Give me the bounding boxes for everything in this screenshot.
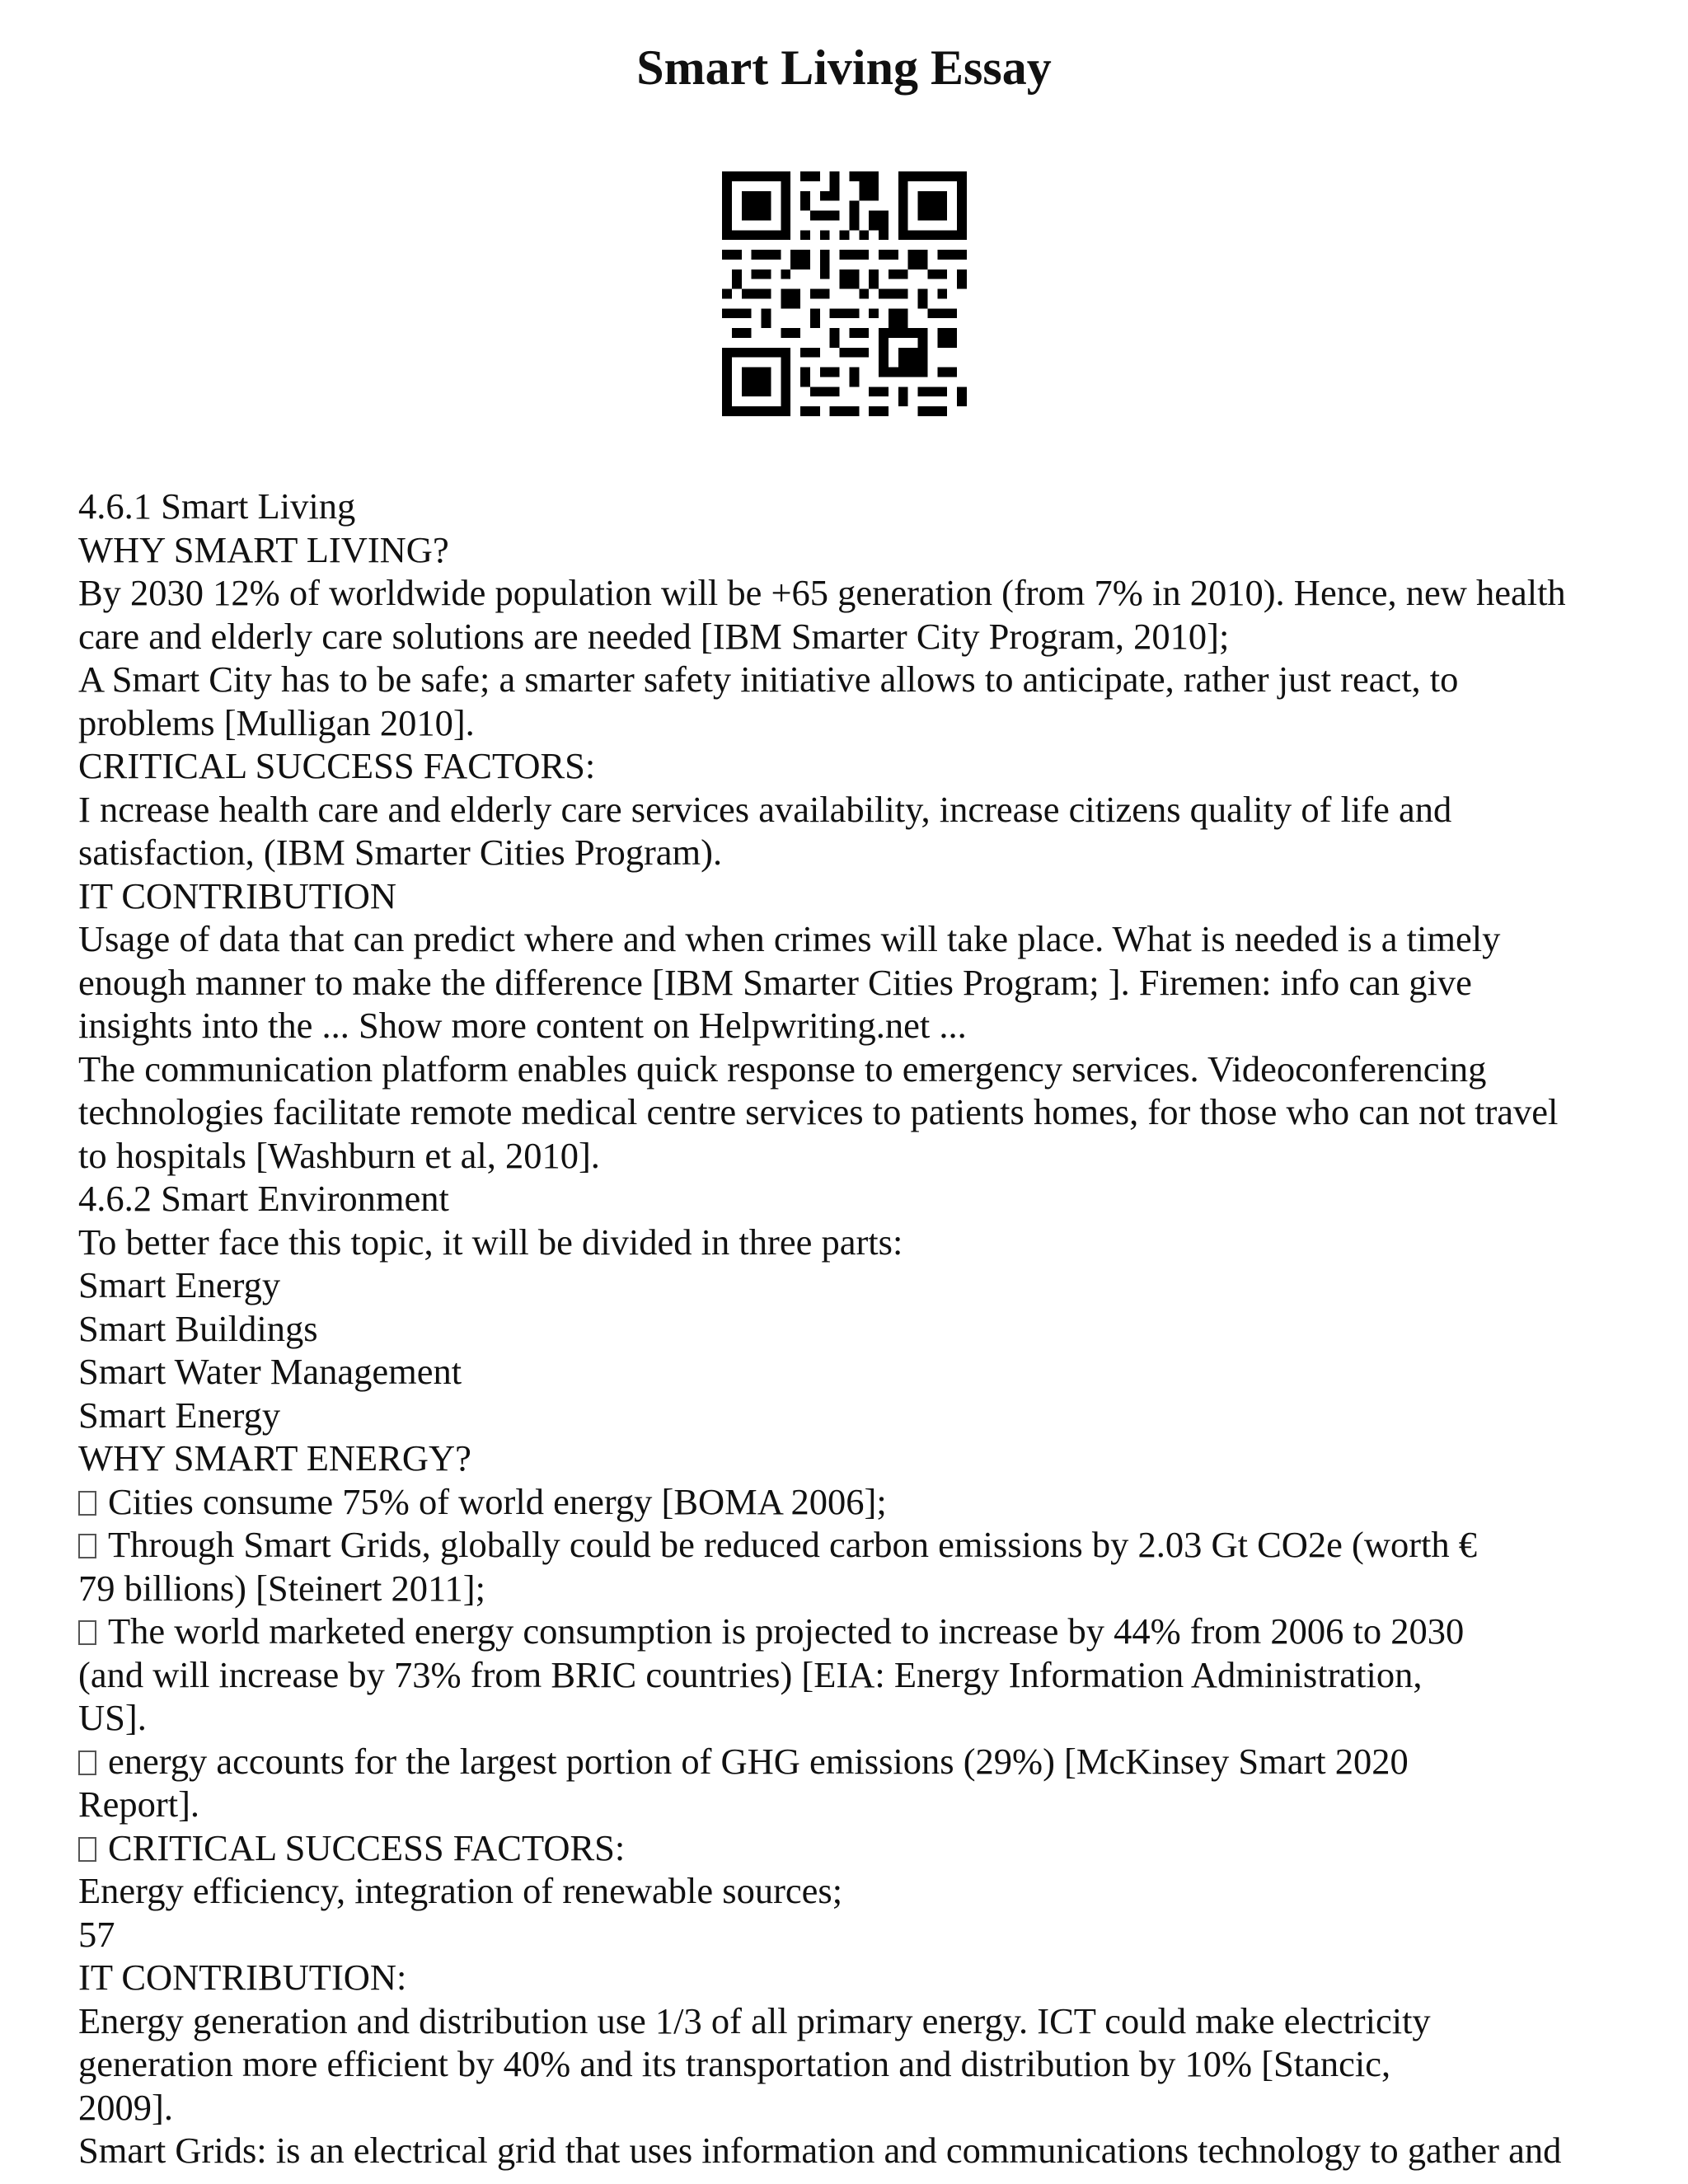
line-text: 4.6.2 Smart Environment — [78, 1178, 449, 1219]
line-text: Cities consume 75% of world energy [BOMA 2006]; — [108, 1480, 887, 1522]
text-line — [78, 1740, 1611, 1783]
line-text: US]. — [78, 1697, 147, 1738]
line-text: 79 billions) [Steinert 2011]; — [78, 1567, 485, 1609]
bullet-box-icon — [78, 1491, 96, 1516]
text-line — [78, 1090, 1611, 1134]
line-text: Smart Grids: is an electrical grid that uses information and communications technology to gather and — [78, 2130, 1562, 2171]
text-line — [78, 961, 1611, 1005]
line-text: IT CONTRIBUTION: — [78, 1957, 407, 1998]
line-text: I ncrease health care and elderly care services availability, increase citizens quality of life and — [78, 788, 1452, 830]
bullet-box-icon — [78, 1750, 96, 1775]
essay-body — [78, 485, 1611, 2172]
text-line — [78, 1177, 1611, 1221]
page-title: Smart Living Essay — [636, 40, 1052, 95]
line-text: insights into the ... Show more content on Helpwriting.net ... — [78, 1005, 967, 1046]
line-text: Smart Buildings — [78, 1307, 318, 1349]
text-line — [78, 1350, 1611, 1394]
line-text: care and elderly care solutions are needed [IBM Smarter City Program, 2010]; — [78, 615, 1230, 657]
text-line — [78, 1004, 1611, 1047]
bullet-box-icon — [78, 1620, 96, 1645]
line-text: Energy generation and distribution use 1/3 of all primary energy. ICT could make electricity — [78, 1999, 1431, 2041]
text-line — [78, 1653, 1611, 1697]
text-line — [78, 658, 1611, 701]
line-text: technologies facilitate remote medical centre services to patients homes, for those who can not travel — [78, 1091, 1559, 1132]
text-line — [78, 1394, 1611, 1437]
text-line — [78, 1047, 1611, 1091]
text-line — [78, 1307, 1611, 1351]
line-text: Smart Water Management — [78, 1351, 462, 1392]
line-text: Energy efficiency, integration of renewable sources; — [78, 1870, 843, 1911]
line-text: 4.6.1 Smart Living — [78, 485, 356, 527]
line-text: By 2030 12% of worldwide population will be +65 generation (from 7% in 2010). Hence, new health — [78, 572, 1566, 613]
line-text: 57 — [78, 1913, 115, 1955]
text-line — [78, 615, 1611, 658]
line-text: Smart Energy — [78, 1264, 281, 1305]
line-text: Through Smart Grids, globally could be reduced carbon emissions by 2.03 Gt CO2e (worth € — [108, 1524, 1478, 1565]
text-line — [78, 1436, 1611, 1480]
line-text: The world marketed energy consumption is projected to increase by 44% from 2006 to 2030 — [108, 1610, 1465, 1652]
line-text: energy accounts for the largest portion of GHG emissions (29%) [McKinsey Smart 2020 — [108, 1740, 1409, 1782]
line-text: WHY SMART ENERGY? — [78, 1437, 471, 1479]
text-line — [78, 1523, 1611, 1567]
line-text: The communication platform enables quick response to emergency services. Videoconferencing — [78, 1047, 1487, 1090]
text-line — [78, 744, 1611, 788]
text-line — [78, 788, 1611, 832]
line-text: 2009]. — [78, 2086, 173, 2128]
text-line — [78, 571, 1611, 615]
text-line — [78, 2129, 1611, 2172]
text-line — [78, 874, 1611, 918]
text-line — [78, 2086, 1611, 2130]
line-text: Usage of data that can predict where and when crimes will take place. What is needed is a timely — [78, 918, 1501, 959]
line-text: problems [Mulligan 2010]. — [78, 701, 475, 743]
text-line — [78, 528, 1611, 572]
text-line — [78, 485, 1611, 528]
line-text: Smart Energy — [78, 1394, 281, 1436]
text-line — [78, 1480, 1611, 1524]
text-line — [78, 1956, 1611, 1999]
text-line — [78, 1783, 1611, 1826]
line-text: Report]. — [78, 1783, 200, 1825]
line-text: generation more efficient by 40% and its transportation and distribution by 10% [Stancic, — [78, 2043, 1391, 2084]
text-line — [78, 1913, 1611, 1957]
text-line — [78, 1263, 1611, 1307]
text-line — [78, 1610, 1611, 1653]
line-text: A Smart City has to be safe; a smarter safety initiative allows to anticipate, rather just react, to — [78, 658, 1459, 700]
line-text: To better face this topic, it will be divided in three parts: — [78, 1221, 903, 1263]
text-line — [78, 831, 1611, 874]
text-line — [78, 2042, 1611, 2086]
line-text: enough manner to make the difference [IBM Smarter Cities Program; ]. Firemen: info can give — [78, 961, 1472, 1003]
text-line — [78, 1221, 1611, 1264]
line-text: to hospitals [Washburn et al, 2010]. — [78, 1134, 600, 1176]
line-text: CRITICAL SUCCESS FACTORS: — [108, 1826, 626, 1868]
text-line — [78, 1696, 1611, 1740]
qr-code — [722, 171, 967, 416]
line-text: (and will increase by 73% from BRIC countries) [EIA: Energy Information Administration, — [78, 1653, 1423, 1695]
text-line — [78, 1999, 1611, 2043]
text-line — [78, 1869, 1611, 1913]
line-text: IT CONTRIBUTION — [78, 874, 397, 916]
line-text: satisfaction, (IBM Smarter Cities Program). — [78, 832, 723, 873]
text-line — [78, 1134, 1611, 1178]
line-text: CRITICAL SUCCESS FACTORS: — [78, 745, 596, 786]
bullet-box-icon — [78, 1837, 96, 1862]
text-line — [78, 1826, 1611, 1870]
text-line — [78, 917, 1611, 961]
line-text: WHY SMART LIVING? — [78, 528, 449, 570]
bullet-box-icon — [78, 1534, 96, 1558]
text-line — [78, 701, 1611, 745]
text-line — [78, 1567, 1611, 1610]
